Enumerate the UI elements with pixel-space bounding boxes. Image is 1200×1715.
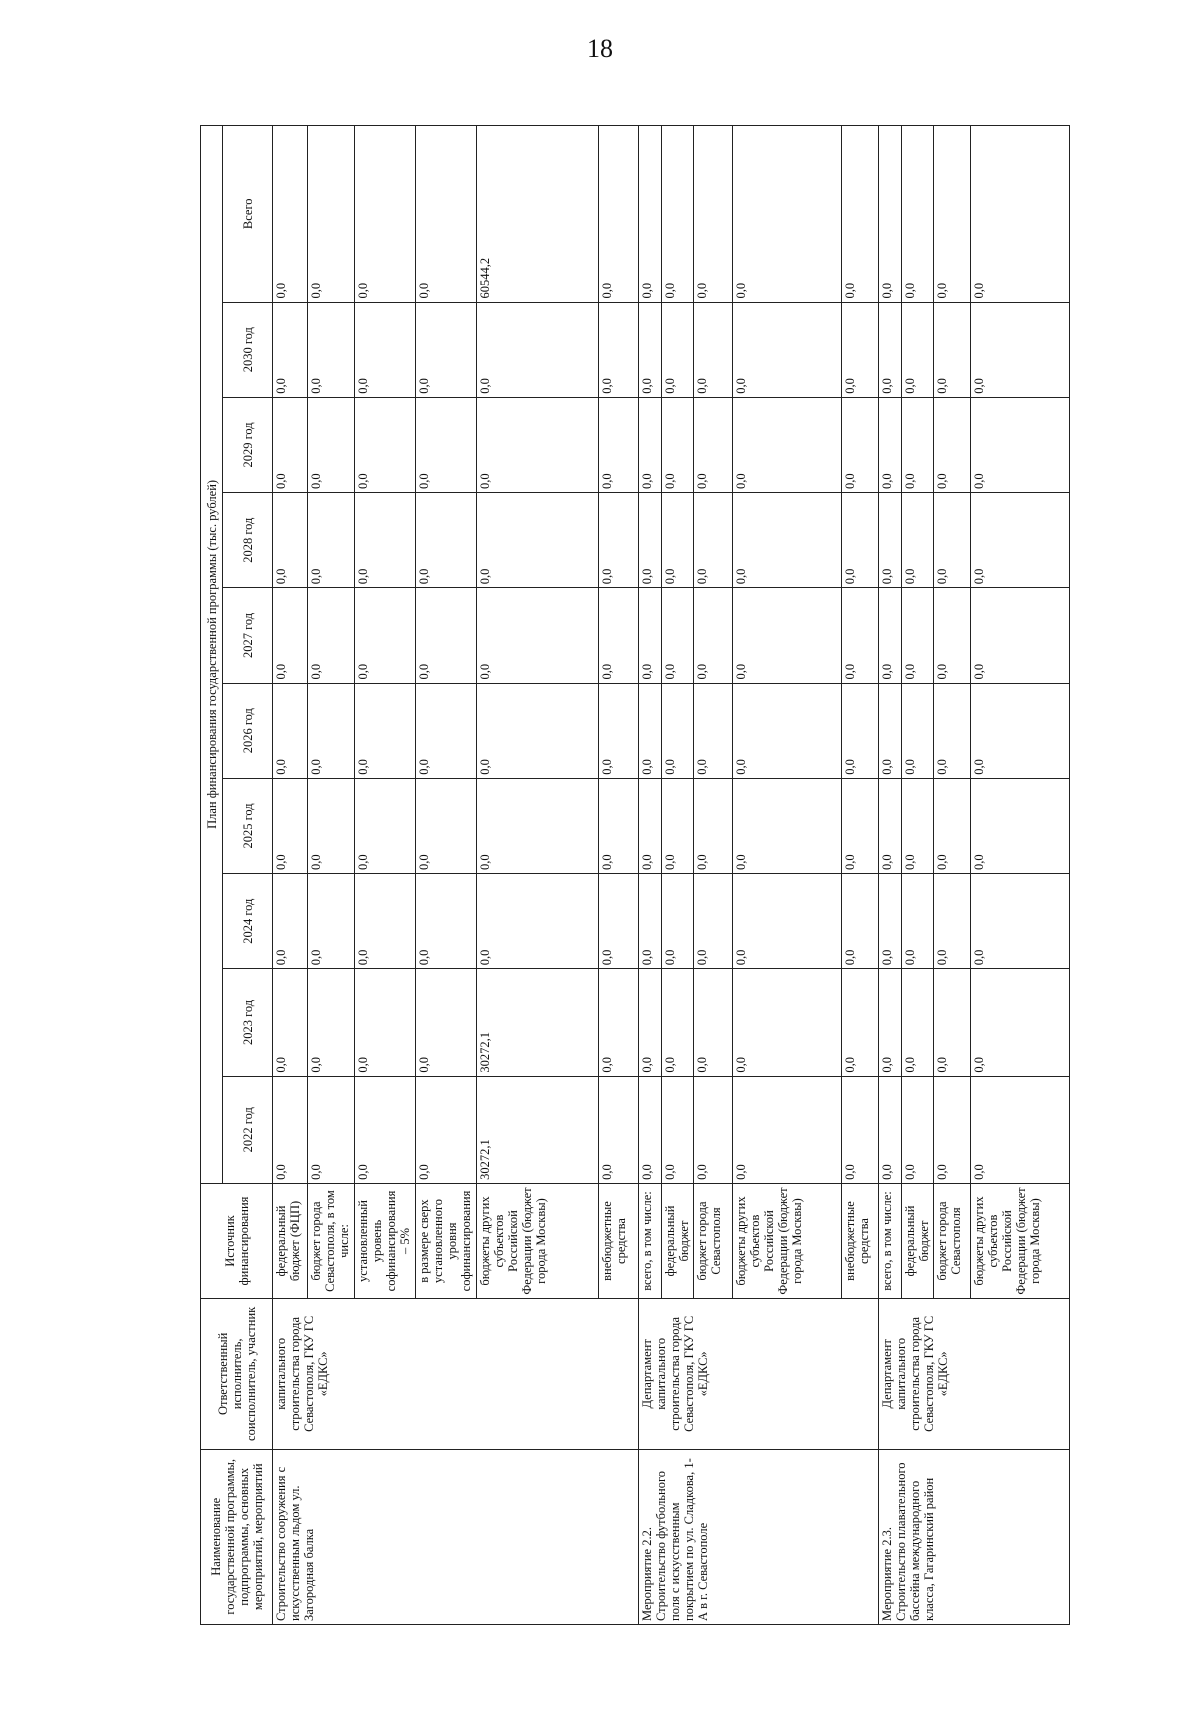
table-body xyxy=(273,126,1070,1625)
funding-source: федеральный бюджет xyxy=(661,1183,693,1298)
year-value: 0,0 xyxy=(971,969,1070,1076)
year-value: 0,0 xyxy=(599,493,638,588)
funding-source: установленный уровень софинансирования – 5% xyxy=(354,1183,415,1298)
year-value: 0,0 xyxy=(693,493,732,588)
funding-source: бюджеты других субъектов Российской Федерации (бюджет города Москвы) xyxy=(477,1183,599,1298)
year-value: 0,0 xyxy=(841,397,878,492)
funding-source: всего, в том числе: xyxy=(638,1183,661,1298)
year-value: 0,0 xyxy=(733,493,842,588)
funding-source: всего, в том числе: xyxy=(879,1183,902,1298)
header-responsible: Ответственный исполнитель, соисполнитель, участник xyxy=(201,1299,273,1449)
total-value: 0,0 xyxy=(416,126,477,303)
year-value: 0,0 xyxy=(934,1076,971,1183)
total-value: 0,0 xyxy=(599,126,638,303)
total-value: 0,0 xyxy=(971,126,1070,303)
total-value: 0,0 xyxy=(273,126,308,303)
year-value: 0,0 xyxy=(308,493,355,588)
year-value: 0,0 xyxy=(733,302,842,397)
year-value: 0,0 xyxy=(841,969,878,1076)
total-value: 0,0 xyxy=(308,126,355,303)
table-row xyxy=(638,126,661,1625)
year-value: 0,0 xyxy=(273,683,308,778)
year-value: 0,0 xyxy=(879,969,902,1076)
year-value: 0,0 xyxy=(308,778,355,873)
year-value: 0,0 xyxy=(661,397,693,492)
year-value: 0,0 xyxy=(879,397,902,492)
year-value: 0,0 xyxy=(354,397,415,492)
year-value: 0,0 xyxy=(273,969,308,1076)
year-value: 0,0 xyxy=(273,397,308,492)
year-value: 0,0 xyxy=(416,588,477,683)
year-value: 0,0 xyxy=(902,778,934,873)
year-value: 0,0 xyxy=(879,778,902,873)
year-value: 0,0 xyxy=(273,874,308,969)
year-value: 0,0 xyxy=(308,683,355,778)
year-value: 0,0 xyxy=(934,778,971,873)
year-value: 0,0 xyxy=(971,588,1070,683)
year-value: 0,0 xyxy=(971,778,1070,873)
year-value: 0,0 xyxy=(934,493,971,588)
year-value: 0,0 xyxy=(638,969,661,1076)
year-value: 0,0 xyxy=(841,683,878,778)
year-value: 0,0 xyxy=(693,397,732,492)
header-year: 2025 год xyxy=(223,778,273,873)
year-value: 0,0 xyxy=(638,397,661,492)
year-value: 0,0 xyxy=(477,397,599,492)
year-value: 0,0 xyxy=(638,588,661,683)
year-value: 0,0 xyxy=(477,588,599,683)
year-value: 0,0 xyxy=(733,1076,842,1183)
year-value: 0,0 xyxy=(902,302,934,397)
year-value: 0,0 xyxy=(308,969,355,1076)
year-value: 0,0 xyxy=(841,588,878,683)
year-value: 0,0 xyxy=(477,683,599,778)
year-value: 0,0 xyxy=(416,778,477,873)
year-value: 0,0 xyxy=(693,778,732,873)
year-value: 0,0 xyxy=(733,969,842,1076)
year-value: 0,0 xyxy=(934,302,971,397)
year-value: 0,0 xyxy=(599,683,638,778)
year-value: 0,0 xyxy=(416,493,477,588)
year-value: 0,0 xyxy=(879,1076,902,1183)
year-value: 0,0 xyxy=(638,493,661,588)
year-value: 0,0 xyxy=(416,874,477,969)
year-value: 0,0 xyxy=(354,588,415,683)
year-value: 0,0 xyxy=(308,588,355,683)
table-row xyxy=(273,126,308,1625)
year-value: 0,0 xyxy=(934,683,971,778)
year-value: 0,0 xyxy=(902,493,934,588)
year-value: 0,0 xyxy=(693,1076,732,1183)
funding-source: федеральный бюджет (ФЦП) xyxy=(273,1183,308,1298)
year-value: 0,0 xyxy=(902,683,934,778)
year-value: 0,0 xyxy=(273,778,308,873)
header-year: 2026 год xyxy=(223,683,273,778)
year-value: 0,0 xyxy=(416,1076,477,1183)
year-value: 0,0 xyxy=(599,302,638,397)
year-value: 0,0 xyxy=(477,493,599,588)
funding-source: в размере сверх установленного уровня софинансирования xyxy=(416,1183,477,1298)
year-value: 0,0 xyxy=(971,397,1070,492)
year-value: 0,0 xyxy=(599,397,638,492)
header-year: 2022 год xyxy=(223,1076,273,1183)
year-value: 0,0 xyxy=(308,874,355,969)
year-value: 0,0 xyxy=(354,969,415,1076)
year-value: 0,0 xyxy=(902,874,934,969)
responsible-executor: капитального строительства города Севастополя, ГКУ ГС «ЕДКС» xyxy=(273,1299,639,1449)
year-value: 0,0 xyxy=(841,778,878,873)
year-value: 0,0 xyxy=(661,969,693,1076)
year-value: 0,0 xyxy=(354,493,415,588)
year-value: 0,0 xyxy=(638,874,661,969)
year-value: 0,0 xyxy=(733,588,842,683)
year-value: 0,0 xyxy=(661,493,693,588)
year-value: 0,0 xyxy=(971,1076,1070,1183)
funding-source: бюджет города Севастополя xyxy=(934,1183,971,1298)
year-value: 0,0 xyxy=(661,302,693,397)
year-value: 0,0 xyxy=(308,397,355,492)
total-value: 0,0 xyxy=(733,126,842,303)
header-plan: План финансирования государственной программы (тыс. рублей) xyxy=(201,126,223,1184)
year-value: 0,0 xyxy=(354,683,415,778)
event-name: Строительство сооружения с искусственным льдом ул. Загородная балка xyxy=(273,1449,639,1624)
year-value: 0,0 xyxy=(902,397,934,492)
year-value: 0,0 xyxy=(599,874,638,969)
year-value: 0,0 xyxy=(971,874,1070,969)
year-value: 0,0 xyxy=(477,302,599,397)
year-value: 0,0 xyxy=(638,778,661,873)
year-value: 0,0 xyxy=(934,397,971,492)
year-value: 0,0 xyxy=(879,683,902,778)
year-value: 0,0 xyxy=(934,874,971,969)
header-year: 2023 год xyxy=(223,969,273,1076)
year-value: 0,0 xyxy=(879,588,902,683)
total-value: 0,0 xyxy=(638,126,661,303)
year-value: 0,0 xyxy=(354,1076,415,1183)
year-value: 0,0 xyxy=(354,302,415,397)
year-value: 0,0 xyxy=(879,874,902,969)
year-value: 0,0 xyxy=(477,874,599,969)
total-value: 0,0 xyxy=(934,126,971,303)
year-value: 0,0 xyxy=(841,874,878,969)
total-value: 0,0 xyxy=(902,126,934,303)
year-value: 0,0 xyxy=(661,1076,693,1183)
year-value: 0,0 xyxy=(638,683,661,778)
funding-source: бюджет города Севастополя, в том числе: xyxy=(308,1183,355,1298)
funding-source: внебюджетные средства xyxy=(599,1183,638,1298)
year-value: 0,0 xyxy=(354,778,415,873)
year-value: 0,0 xyxy=(693,302,732,397)
year-value: 0,0 xyxy=(416,969,477,1076)
year-value: 0,0 xyxy=(273,588,308,683)
year-value: 0,0 xyxy=(733,778,842,873)
rotated-table-page xyxy=(200,125,1070,1625)
year-value: 0,0 xyxy=(661,588,693,683)
year-value: 0,0 xyxy=(273,1076,308,1183)
year-value: 0,0 xyxy=(841,1076,878,1183)
year-value: 0,0 xyxy=(638,1076,661,1183)
year-value: 0,0 xyxy=(661,683,693,778)
year-value: 0,0 xyxy=(733,874,842,969)
year-value: 0,0 xyxy=(934,588,971,683)
year-value: 0,0 xyxy=(638,302,661,397)
responsible-executor: Департамент капитального строительства города Севастополя, ГКУ ГС «ЕДКС» xyxy=(638,1299,878,1449)
year-value: 30272,1 xyxy=(477,1076,599,1183)
funding-source: бюджет города Севастополя xyxy=(693,1183,732,1298)
year-value: 0,0 xyxy=(971,683,1070,778)
year-value: 0,0 xyxy=(273,302,308,397)
total-value: 60544,2 xyxy=(477,126,599,303)
page-number: 18 xyxy=(587,34,613,63)
year-value: 0,0 xyxy=(477,778,599,873)
year-value: 0,0 xyxy=(733,683,842,778)
year-value: 0,0 xyxy=(693,874,732,969)
total-value: 0,0 xyxy=(841,126,878,303)
year-value: 0,0 xyxy=(902,969,934,1076)
header-year: 2029 год xyxy=(223,397,273,492)
year-value: 0,0 xyxy=(934,969,971,1076)
year-value: 0,0 xyxy=(599,588,638,683)
year-value: 0,0 xyxy=(661,778,693,873)
total-value: 0,0 xyxy=(879,126,902,303)
year-value: 0,0 xyxy=(354,874,415,969)
header-total: Всего xyxy=(223,126,273,303)
header-year: 2030 год xyxy=(223,302,273,397)
total-value: 0,0 xyxy=(661,126,693,303)
year-value: 0,0 xyxy=(416,683,477,778)
total-value: 0,0 xyxy=(354,126,415,303)
header-source: Источник финансирования xyxy=(201,1183,273,1298)
header-year: 2024 год xyxy=(223,874,273,969)
year-value: 0,0 xyxy=(693,588,732,683)
funding-source: бюджеты других субъектов Российской Федерации (бюджет города Москвы) xyxy=(971,1183,1070,1298)
header-year: 2027 год xyxy=(223,588,273,683)
total-value: 0,0 xyxy=(693,126,732,303)
financing-table xyxy=(200,125,1070,1625)
responsible-executor: Департамент капитального строительства города Севастополя, ГКУ ГС «ЕДКС» xyxy=(879,1299,1070,1449)
year-value: 0,0 xyxy=(841,302,878,397)
funding-source: бюджеты других субъектов Российской Федерации (бюджет города Москвы) xyxy=(733,1183,842,1298)
year-value: 30272,1 xyxy=(477,969,599,1076)
year-value: 0,0 xyxy=(599,778,638,873)
funding-source: внебюджетные средства xyxy=(841,1183,878,1298)
year-value: 0,0 xyxy=(599,969,638,1076)
funding-source: федеральный бюджет xyxy=(902,1183,934,1298)
year-value: 0,0 xyxy=(416,302,477,397)
event-name: Мероприятие 2.3. Строительство плавательного бассейна международного класса, Гагаринский район xyxy=(879,1449,1070,1624)
year-value: 0,0 xyxy=(841,493,878,588)
year-value: 0,0 xyxy=(902,588,934,683)
header-name: Наименование государственной программы, подпрограммы, основных мероприятий, мероприятий xyxy=(201,1449,273,1624)
event-name: Мероприятие 2.2. Строительство футбольного поля с искусственным покрытием по ул. Сладкова, 1-А в г. Севастополе xyxy=(638,1449,878,1624)
year-value: 0,0 xyxy=(971,302,1070,397)
year-value: 0,0 xyxy=(879,302,902,397)
year-value: 0,0 xyxy=(308,302,355,397)
table-row xyxy=(879,126,902,1625)
year-value: 0,0 xyxy=(693,683,732,778)
year-value: 0,0 xyxy=(879,493,902,588)
year-value: 0,0 xyxy=(971,493,1070,588)
year-value: 0,0 xyxy=(661,874,693,969)
year-value: 0,0 xyxy=(733,397,842,492)
year-value: 0,0 xyxy=(273,493,308,588)
year-value: 0,0 xyxy=(693,969,732,1076)
year-value: 0,0 xyxy=(599,1076,638,1183)
header-year: 2028 год xyxy=(223,493,273,588)
year-value: 0,0 xyxy=(902,1076,934,1183)
year-value: 0,0 xyxy=(308,1076,355,1183)
year-value: 0,0 xyxy=(416,397,477,492)
